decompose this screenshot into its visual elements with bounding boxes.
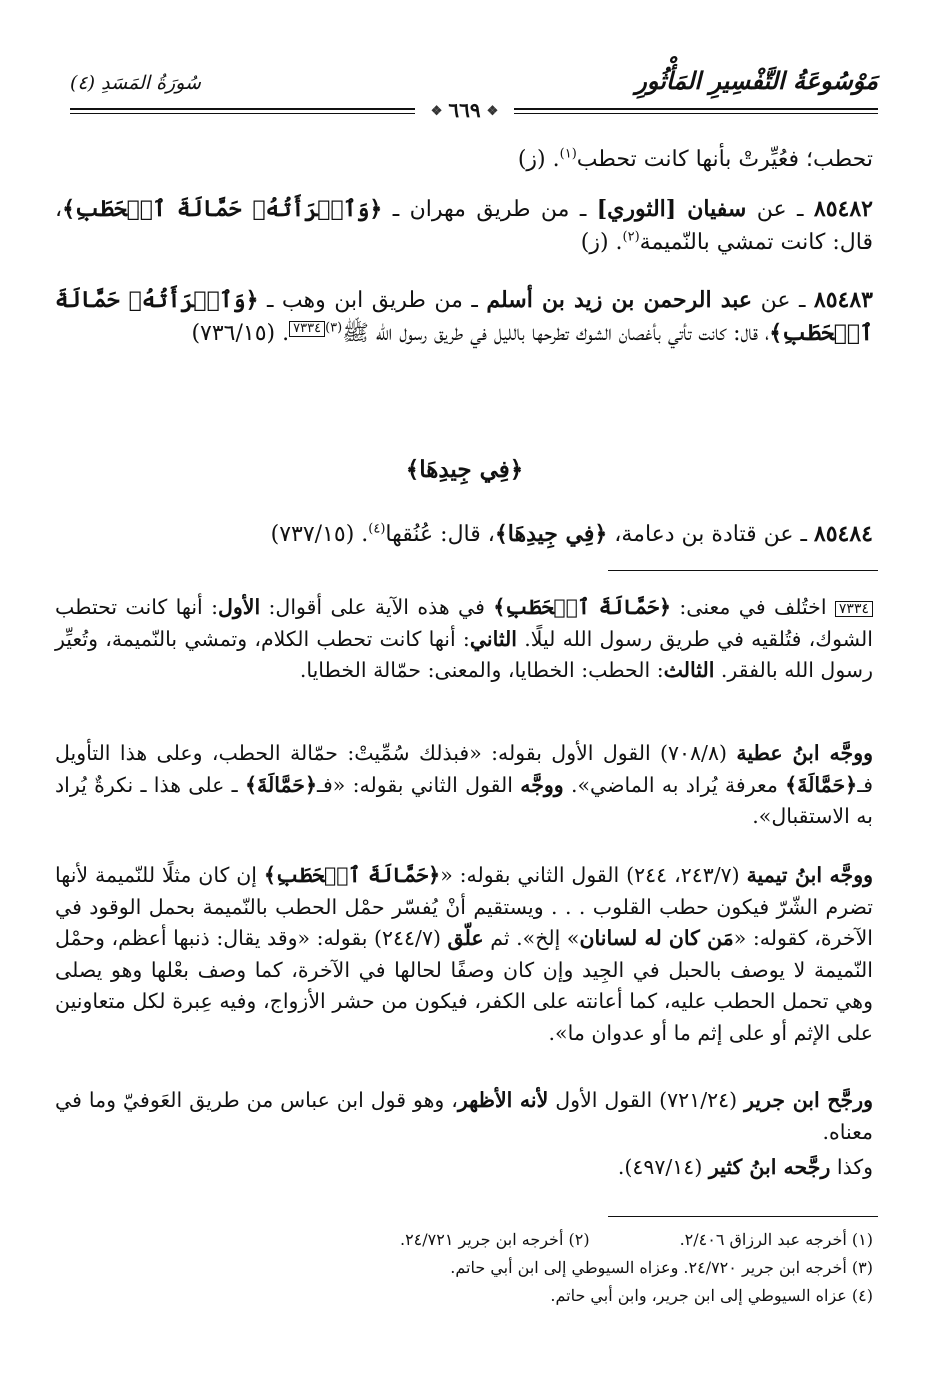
commentary-paragraph: ٧٣٣٤ اختُلف في معنى: ﴿حَمَّالَةَ ٱلۡحَطَبِ﴾ في هذه الآية على أقوال: الأول: أنها كانت تحتطب الشوك، فتُلقيه في طريق رسول الله ليلًا. الثاني: أنها كانت تحطب الكلام، وتمشي بالنّميمة، وتُعيِّر رسول الله بالفقر. الثالث: الحطب: الخطايا، والمعنى: حمّالة الخطايا. bbox=[55, 595, 873, 683]
narrator-name: سفيان [الثوري] bbox=[596, 196, 747, 222]
surah-label: سُورَةُ المَسَدِ (٤) bbox=[70, 72, 201, 94]
quran-quote: ﴿حَمَّالَةَ ٱلۡحَطَبِ﴾ bbox=[493, 595, 671, 619]
footnote-3: (٣) أخرجه ابن جرير ٢٤/٧٢٠. وعزاه السيوطي إلى ابن أبي حاتم. bbox=[450, 1258, 873, 1277]
section-heading: ﴿فِي جِيدِهَا﴾ bbox=[405, 456, 524, 483]
footnote-row bbox=[55, 1226, 873, 1254]
narrator-name: عبد الرحمن بن زيد بن أسلم bbox=[486, 287, 753, 313]
entry-continuation: تحطب؛ فعُيِّرتْ بأنها كانت تحطب$^{(١)}$. (ز) bbox=[517, 146, 873, 172]
footnote-ref: (٢) bbox=[622, 229, 640, 245]
reason-text: لأنه الأظهر bbox=[457, 1088, 549, 1112]
scholar-name: ابن جرير bbox=[744, 1088, 820, 1112]
entry-number: ٨٥٤٨٤ bbox=[813, 521, 873, 547]
entry-85483: ٨٥٤٨٣ ـ عن عبد الرحمن بن زيد بن أسلم ـ من طريق ابن وهب ـ ﴿وَٱمۡرَأَتُهُۥ حَمَّالَةَ ٱلۡحَطَبِ﴾، قال: كانت تأتي بأغصان الشوك تطرحها بالليل في طريق رسول الله ﷺ$^{(٣)}$٧٣٣٤. (٧٣٦/١٥) bbox=[55, 287, 873, 346]
ornament-icon: ❖ bbox=[430, 104, 443, 119]
hadith-quote: مَن كان له لسانان bbox=[579, 926, 734, 951]
footnote-ref: (٤) bbox=[368, 521, 386, 537]
footnote-1: (١) أخرجه عبد الرزاق ٢/٤٠٦. bbox=[679, 1230, 873, 1249]
commentary-paragraph: ووجَّه ابنُ عطية (٧٠٨/٨) القول الأول بقوله: «فبذلك سُمِّيتْ: حمّالة الحطب، وعلى هذا التأويل فـ﴿حَمَّالَةَ﴾ معرفة يُراد به الماضي». ووجَّه القول الثاني بقوله: «فـ﴿حَمَّالَةَ﴾ ـ على هذا ـ نكرةٌ يُراد به الاستقبال». bbox=[55, 741, 874, 829]
commentary-paragraph: ووجَّه ابنُ تيمية (٢٤٣/٧، ٢٤٤) القول الثاني بقوله: «﴿حَمَّالَةَ ٱلۡحَطَبِ﴾ إن كان مثلًا للنّميمة لأنها تضرم الشّرّ فيكون حطب القلوب . . . ويستقيم أنْ يُفسّر حمْل الحطب بالنّميمة بحمل الوقود في الآخرة، كقوله: «مَن كان له لسانان» إلخ». ثم علّق (٢٤٤/٧) بقوله: «وقد يقال: ذنبها أعظم، وحمْل النّميمة لا يوصف بالحبل في الجِيد وإن كان وصفًا لحالها في الآخرة، كما وصف بعْلها وهو يصلى وهي تحمل الحطب عليه، كما أعانته على الكفر، فيكون من حشر الأزواج، وفيه عِبرة لكل متعاونين على الإثم أو على إثم ما أو عدوان ما». bbox=[55, 863, 874, 1045]
footnote-4: (٤) عزاه السيوطي إلى ابن جرير، وابن أبي حاتم. bbox=[550, 1286, 873, 1305]
commentary-paragraph: ورجَّح ابن جرير (٧٢١/٢٤) القول الأول لأنه الأظهر، وهو قول ابن عباس من طريق العَوفيّ وما في معناه. bbox=[55, 1088, 873, 1144]
quran-quote: ﴿حَمَّالَةَ ٱلۡحَطَبِ﴾ bbox=[263, 863, 441, 887]
quran-quote: ﴿وَٱمۡرَأَتُهُۥ حَمَّالَةَ ٱلۡحَطَبِ﴾ bbox=[62, 196, 383, 222]
quran-quote: ﴿فِي جِيدِهَا﴾ bbox=[494, 521, 608, 547]
footnotes bbox=[55, 1226, 873, 1310]
footnote-ref: (١) bbox=[559, 146, 577, 162]
entry-85484: ٨٥٤٨٤ ـ عن قتادة بن دعامة، ﴿فِي جِيدِهَا﴾، قال: عُنُقها$^{(٤)}$. (٧٣٧/١٥) bbox=[270, 521, 873, 547]
commentary-divider bbox=[608, 570, 878, 571]
page-number: ❖٦٦٩❖ bbox=[415, 98, 515, 122]
quran-quote: ﴿حَمَّالَةَ﴾ bbox=[244, 772, 317, 797]
footnote-2: (٢) أخرجه ابن جرير ٢٤/٧٢١. bbox=[399, 1230, 590, 1249]
footnote-ref: (٣) bbox=[325, 320, 343, 336]
scholar-name: رجَّحه ابنُ كثير bbox=[708, 1155, 831, 1179]
opinion-label: الأول bbox=[217, 595, 261, 619]
commentary-paragraph: وكذا رجَّحه ابنُ كثير (٤٩٧/١٤). bbox=[617, 1155, 873, 1179]
ornament-icon: ❖ bbox=[486, 104, 499, 119]
quran-quote: ﴿حَمَّالَةَ﴾ bbox=[785, 772, 858, 797]
scholar-name: ابنُ عطية bbox=[736, 741, 820, 765]
quran-quote: ﴿وَٱمۡرَأَتُهُۥ حَمَّالَةَ ٱلۡحَطَبِ﴾ bbox=[55, 287, 873, 346]
footnote-divider bbox=[608, 1216, 878, 1217]
entry-85482: ٨٥٤٨٢ ـ عن سفيان [الثوري] ـ من طريق مهران ـ ﴿وَٱمۡرَأَتُهُۥ حَمَّالَةَ ٱلۡحَطَبِ﴾، قال: كانت تمشي بالنّميمة$^{(٢)}$. (ز) bbox=[55, 196, 873, 255]
scholar-name: ابنُ تيمية bbox=[746, 863, 823, 887]
opinion-label: الثالث bbox=[663, 658, 715, 683]
commentary-number-box: ٧٣٣٤ bbox=[835, 601, 873, 617]
entry-number: ٨٥٤٨٢ bbox=[813, 196, 873, 222]
opinion-label: الثاني bbox=[469, 626, 517, 651]
entry-number: ٨٥٤٨٣ bbox=[813, 287, 873, 313]
book-title: مَوْسُوعَةُ التَّفْسِيرِ المَأْثُورِ bbox=[635, 66, 878, 95]
commentary-ref-box: ٧٣٣٤ bbox=[289, 321, 325, 337]
